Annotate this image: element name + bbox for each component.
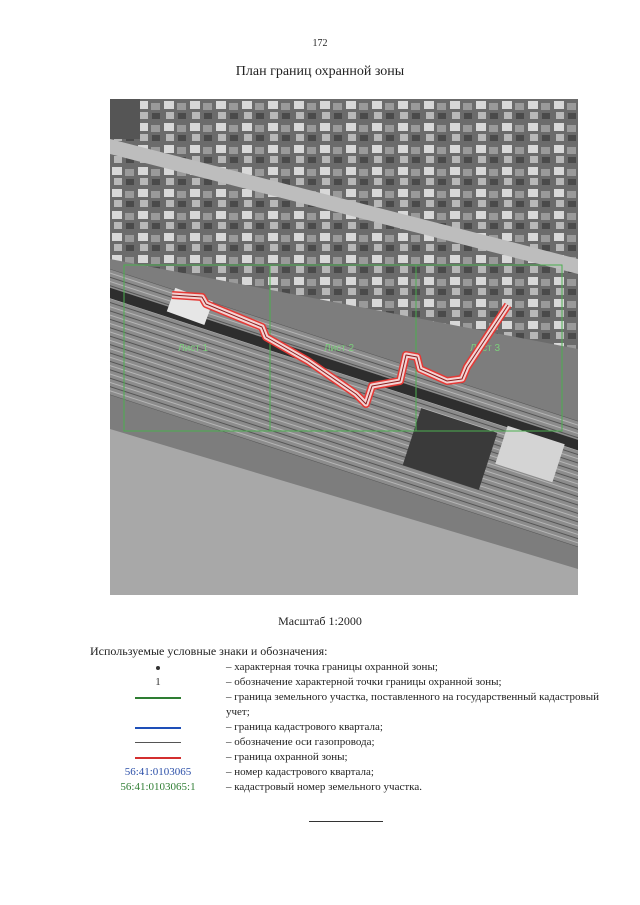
legend-text: – граница охранной зоны; bbox=[226, 751, 348, 763]
sheet-label-1: Лист 1 bbox=[178, 343, 209, 354]
legend-symbol bbox=[90, 750, 226, 765]
legend-code: 56:41:0103065:1 bbox=[120, 781, 196, 793]
legend-line-swatch bbox=[135, 697, 181, 699]
legend-symbol bbox=[90, 765, 226, 780]
legend-line-swatch bbox=[135, 757, 181, 759]
legend-item bbox=[90, 735, 610, 750]
legend-title: Используемые условные знаки и обозначения: bbox=[90, 644, 328, 658]
legend-text: – обозначение оси газопровода; bbox=[226, 736, 375, 748]
legend-code: 1 bbox=[155, 676, 161, 688]
legend-item bbox=[90, 765, 610, 780]
legend-symbol bbox=[90, 690, 226, 705]
legend-code: 56:41:0103065 bbox=[124, 766, 192, 778]
sheet-label-2: Лист 2 bbox=[324, 343, 355, 354]
legend-symbol bbox=[90, 660, 226, 675]
legend-item bbox=[90, 780, 610, 795]
map-scale: Масштаб 1:2000 bbox=[278, 614, 362, 628]
legend-item bbox=[90, 720, 610, 735]
aerial-map bbox=[110, 99, 578, 595]
page-title: План границ охранной зоны bbox=[235, 64, 405, 79]
legend-line-swatch bbox=[135, 727, 181, 729]
legend bbox=[90, 660, 610, 795]
legend-symbol bbox=[90, 780, 226, 795]
legend-text: – характерная точка границы охранной зоны; bbox=[226, 661, 438, 673]
sheet-label-3: Лист 3 bbox=[470, 343, 501, 354]
legend-line-swatch bbox=[135, 742, 181, 743]
page-number: 172 bbox=[312, 38, 328, 49]
legend-text: – кадастровый номер земельного участка. bbox=[226, 781, 422, 793]
legend-symbol bbox=[90, 735, 226, 750]
legend-symbol bbox=[90, 675, 226, 690]
aerial-photo bbox=[110, 99, 578, 595]
legend-text: – граница земельного участка, поставленного на государственный кадастровый учет; bbox=[226, 691, 599, 718]
legend-text: – граница кадастрового квартала; bbox=[226, 721, 383, 733]
legend-symbol bbox=[90, 720, 226, 735]
legend-item bbox=[90, 675, 610, 690]
legend-item bbox=[90, 750, 610, 765]
boundary-point-dot-icon bbox=[156, 666, 160, 670]
signature-line bbox=[309, 821, 383, 822]
legend-item bbox=[90, 690, 610, 720]
legend-text: – обозначение характерной точки границы охранной зоны; bbox=[226, 676, 502, 688]
legend-text: – номер кадастрового квартала; bbox=[226, 766, 374, 778]
legend-item bbox=[90, 660, 610, 675]
